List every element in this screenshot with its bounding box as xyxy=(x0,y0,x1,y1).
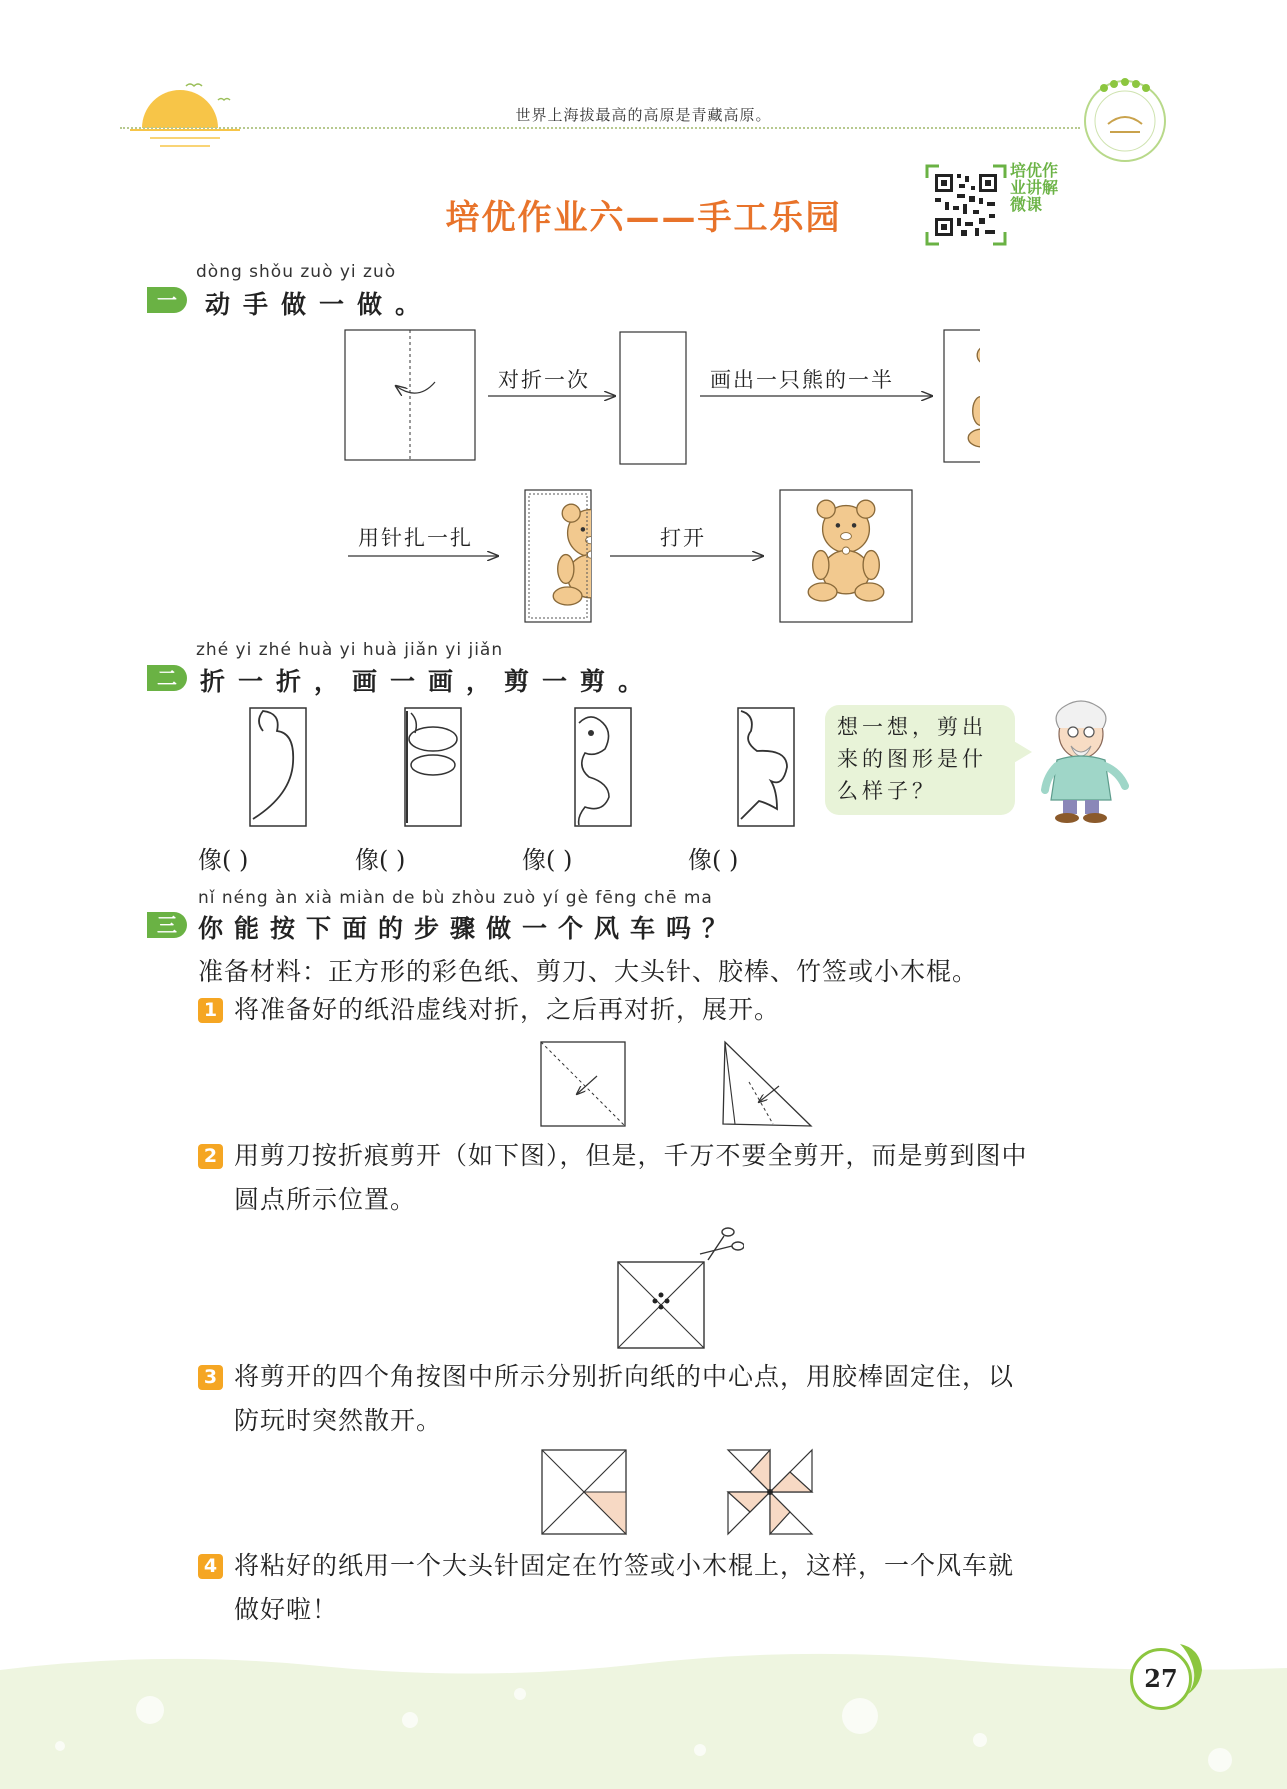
step-3-number: 3 xyxy=(198,1365,223,1390)
header-motto: 世界上海拔最高的高原是青藏高原。 xyxy=(515,106,772,124)
step-1-number: 1 xyxy=(198,998,223,1023)
section3-title: 你能按下面的步骤做一个风车吗？ xyxy=(198,914,739,943)
section1-pinyin: dòng shǒu zuò yi zuò xyxy=(196,262,397,282)
bubble-tail-icon xyxy=(1012,738,1034,768)
step-2-text: 用剪刀按折痕剪开（如下图），但是，千万不要全剪开，而是剪到图中圆点所示位置。 xyxy=(234,1141,1028,1214)
section3-badge: 三 xyxy=(147,912,187,938)
answer-blank-2[interactable]: 像( ) xyxy=(355,846,406,874)
thought-bubble: 想一想，剪出来的图形是什么样子？ xyxy=(825,705,1015,815)
section1-badge: 一 xyxy=(147,287,187,313)
section1-title: 动手做一做。 xyxy=(205,290,434,319)
section2-badge: 二 xyxy=(147,665,187,691)
step-label-draw-half-bear: 画出一只熊的一半 xyxy=(710,368,894,392)
page-number: 27 xyxy=(1130,1648,1192,1710)
step-3-pinwheel-diagram xyxy=(536,1446,816,1538)
qr-label: 培优作业讲解微课 xyxy=(1010,161,1059,214)
publisher-seal-icon xyxy=(1080,76,1170,166)
step-1-fold-diagram xyxy=(535,1036,815,1132)
answer-blank-3[interactable]: 像( ) xyxy=(522,846,573,874)
section2-title: 折一折，画一画，剪一剪。 xyxy=(200,667,657,696)
step-3-text: 将剪开的四个角按图中所示分别折向纸的中心点，用胶棒固定住，以防玩时突然散开。 xyxy=(234,1362,1015,1435)
header-divider xyxy=(120,127,1080,129)
grandpa-mascot-icon xyxy=(1035,700,1135,825)
answer-blank-1[interactable]: 像( ) xyxy=(198,846,249,874)
dolphin-icon xyxy=(1170,1640,1210,1700)
step-label-pierce: 用针扎一扎 xyxy=(358,526,473,550)
step-label-fold-once: 对折一次 xyxy=(498,368,590,392)
page-title: 培优作业六——手工乐园 xyxy=(445,198,842,238)
answer-blank-4[interactable]: 像( ) xyxy=(688,846,739,874)
step-1-text: 将准备好的纸沿虚线对折，之后再对折，展开。 xyxy=(234,995,781,1024)
folded-shapes-row xyxy=(245,703,805,828)
step-2-number: 2 xyxy=(198,1144,223,1169)
step-2-cut-diagram xyxy=(612,1226,744,1350)
section2-pinyin: zhé yi zhé huà yi huà jiǎn yi jiǎn xyxy=(196,640,504,660)
section3-pinyin: nǐ néng àn xià miàn de bù zhòu zuò yí gè fēng chē ma xyxy=(198,888,713,908)
step-label-open: 打开 xyxy=(660,526,706,550)
footer-wave xyxy=(0,1650,1287,1789)
step-4-text: 将粘好的纸用一个大头针固定在竹签或小木棍上，这样，一个风车就做好啦！ xyxy=(234,1551,1015,1624)
step-4-number: 4 xyxy=(198,1554,223,1579)
scissors-icon xyxy=(700,1228,744,1260)
materials-text: 准备材料：正方形的彩色纸、剪刀、大头针、胶棒、竹签或小木棍。 xyxy=(198,957,979,986)
qr-code-icon[interactable] xyxy=(925,164,1007,246)
